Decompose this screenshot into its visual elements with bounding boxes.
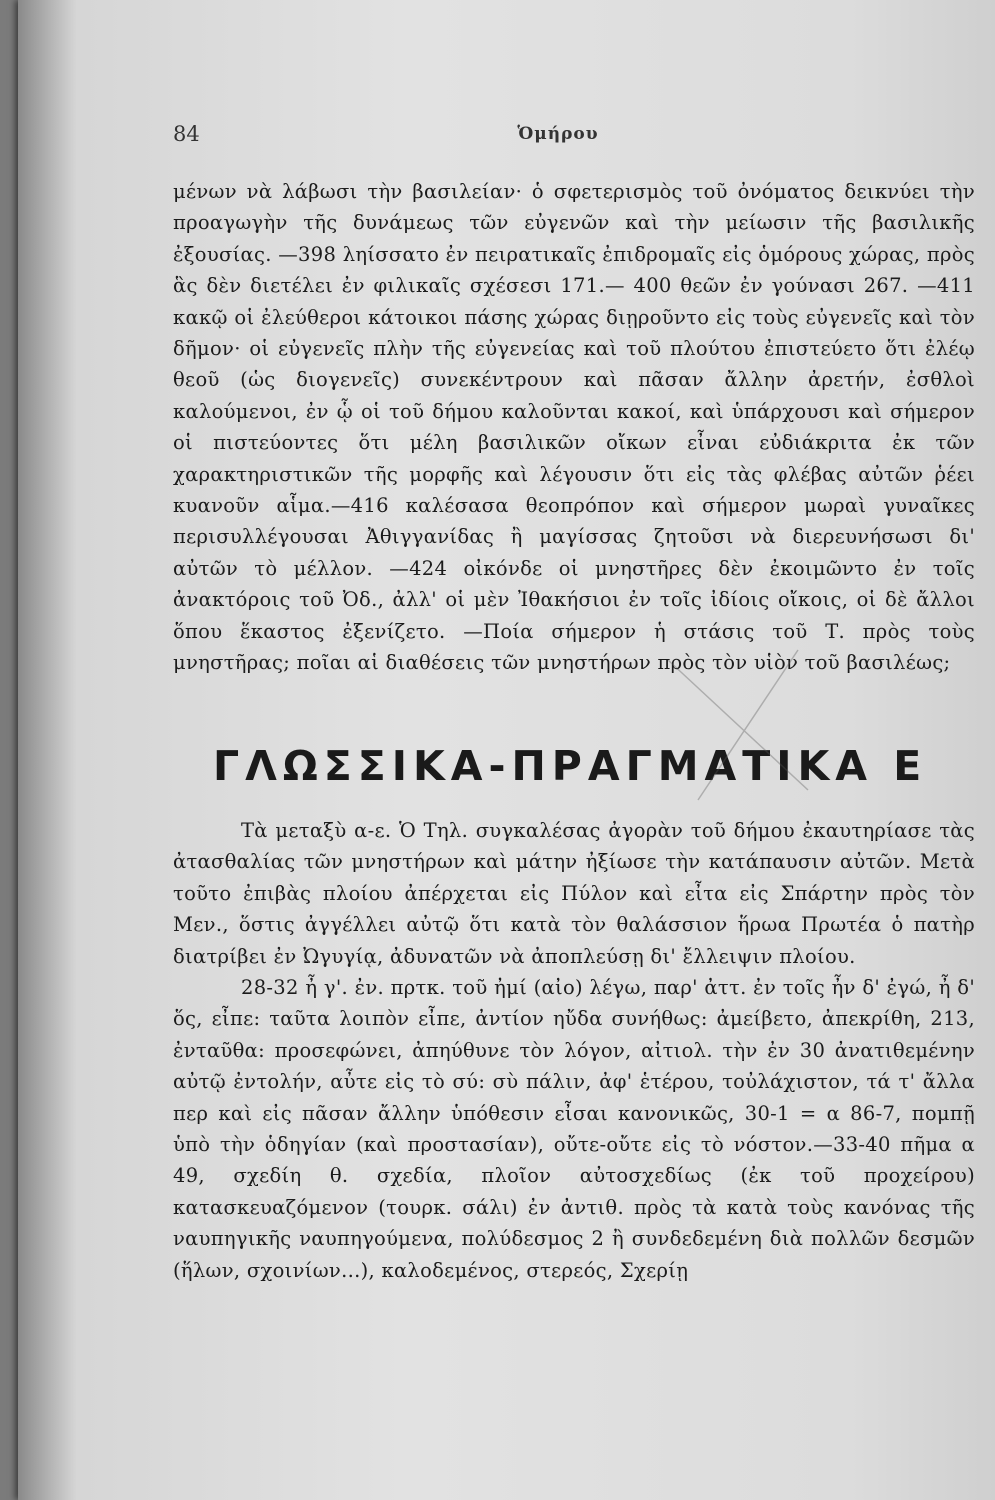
commentary-text xyxy=(173,176,975,679)
page-header xyxy=(173,122,943,152)
running-title: Ὁμήρου xyxy=(517,124,599,144)
commentary-paragraph: μένων νὰ λάβωσι τὴν βασιλείαν· ὁ σφετερισμὸς τοῦ ὀνόματος δεικνύει τὴν προαγωγὴν τῆς δυνάμεως τῶν εὐγενῶν καὶ τὴν μείωσιν τῆς βασιλικῆς ἐξουσίας. —398 ληίσσατο ἐν πειρατικαῖς ἐπιδρομαῖς εἰς ὁμόρους χώρας, πρὸς ἃς δὲν διετέλει ἐν φιλικαῖς σχέσεσι 171.— 400 θεῶν ἐν γούνασι 267. —411 κακῷ οἱ ἐλεύθεροι κάτοικοι πάσης χώρας διῃροῦντο εἰς τοὺς εὐγενεῖς καὶ τὸν δῆμον· οἱ εὐγενεῖς πλὴν τῆς εὐγενείας καὶ τοῦ πλούτου ἐπιστεύετο ὅτι ἐλέῳ θεοῦ (ὡς διογενεῖς) συνεκέντρουν καὶ πᾶσαν ἄλλην ἀρετήν, ἐσθλοὶ καλούμενοι, ἐν ᾧ οἱ τοῦ δήμου καλοῦνται κακοί, καὶ ὑπάρχουσι καὶ σήμερον οἱ πιστεύοντες ὅτι μέλη βασιλικῶν οἴκων εἶναι εὐδιάκριτα ἐκ τῶν χαρακτηριστικῶν τῆς μορφῆς καὶ λέγουσιν ὅτι εἰς τὰς φλέβας αὐτῶν ῥέει κυανοῦν αἷμα.—416 καλέσασα θεοπρόπον καὶ σήμερον μωραὶ γυναῖκες περισυλλέγουσαι Ἀθιγγανίδας ἢ μαγίσσας ζητοῦσι νὰ διερευνήσωσι δι' αὐτῶν τὸ μέλλον. —424 οἰκόνδε οἱ μνηστῆρες δὲν ἐκοιμῶντο ἐν τοῖς ἀνακτόροις τοῦ Ὀδ., ἀλλ' οἱ μὲν Ἰθακήσιοι ἐν τοῖς ἰδίοις οἴκοις, οἱ δὲ ἄλλοι ὅπου ἕκαστος ἐξενίζετο. —Ποία σήμερον ἡ στάσις τοῦ Τ. πρὸς τοὺς μνηστῆρας; ποῖαι αἱ διαθέσεις τῶν μνηστήρων πρὸς τὸν υἱὸν τοῦ βασιλέως; xyxy=(173,180,975,675)
book-page xyxy=(18,0,995,1500)
section-heading: ΓΛΩΣΣΙΚΑ-ΠΡΑΓΜΑΤΙΚΑ Ε xyxy=(213,742,928,790)
page-number: 84 xyxy=(173,122,200,146)
body-paragraph-1: Τὰ μεταξὺ α-ε. Ὁ Τηλ. συγκαλέσας ἀγορὰν τοῦ δήμου ἐκαυτηρίασε τὰς ἀτασθαλίας τῶν μνηστήρων καὶ μάτην ἠξίωσε τὴν κατάπαυσιν αὐτῶν. Μετὰ τοῦτο ἐπιβὰς πλοίου ἀπέρχεται εἰς Πύλον καὶ εἶτα εἰς Σπάρτην πρὸς τὸν Μεν., ὅστις ἀγγέλλει αὐτῷ ὅτι κατὰ τὸν θαλάσσιον ἥρωα Πρωτέα ὁ πατὴρ διατρίβει ἐν Ὠγυγίᾳ, ἀδυνατῶν νὰ ἀποπλεύσῃ δι' ἔλλειψιν πλοίου. xyxy=(173,819,975,968)
body-text xyxy=(173,815,975,1286)
body-paragraph-2: 28-32 ἦ γ'. ἐν. πρτκ. τοῦ ἠμί (αἰο) λέγω, παρ' ἀττ. ἐν τοῖς ἦν δ' ἐγώ, ἦ δ' ὅς, εἶπε: ταῦτα λοιπὸν εἶπε, ἀντίον ηὔδα συνήθως: ἀμείβετο, ἀπεκρίθη, 213, ἐνταῦθα: προσεφώνει, ἀπηύθυνε τὸν λόγον, αἰτιολ. τὴν ἐν 30 ἀνατιθεμένην αὐτῷ ἐντολήν, αὖτε εἰς τὸ σύ: σὺ πάλιν, ἀφ' ἑτέρου, τοὐλάχιστον, τά τ' ἄλλα περ καὶ εἰς πᾶσαν ἄλλην ὑπόθεσιν εἶσαι κανονικῶς, 30-1 = α 86-7, πομπῇ ὑπὸ τὴν ὁδηγίαν (καὶ προστασίαν), οὔτε-οὔτε εἰς τὸ νόστον.—33-40 πῆμα α 49, σχεδίη θ. σχεδία, πλοῖον αὐτοσχεδίως (ἐκ τοῦ προχείρου) κατασκευαζόμενον (τουρκ. σάλι) ἐν ἀντιθ. πρὸς τὰ κατὰ τοὺς κανόνας τῆς ναυπηγικῆς ναυπηγούμενα, πολύδεσμος 2 ἢ συνδεδεμένη διὰ πολλῶν δεσμῶν (ἥλων, σχοινίων...), καλοδεμένος, στερεός, Σχερίῃ xyxy=(173,976,975,1282)
